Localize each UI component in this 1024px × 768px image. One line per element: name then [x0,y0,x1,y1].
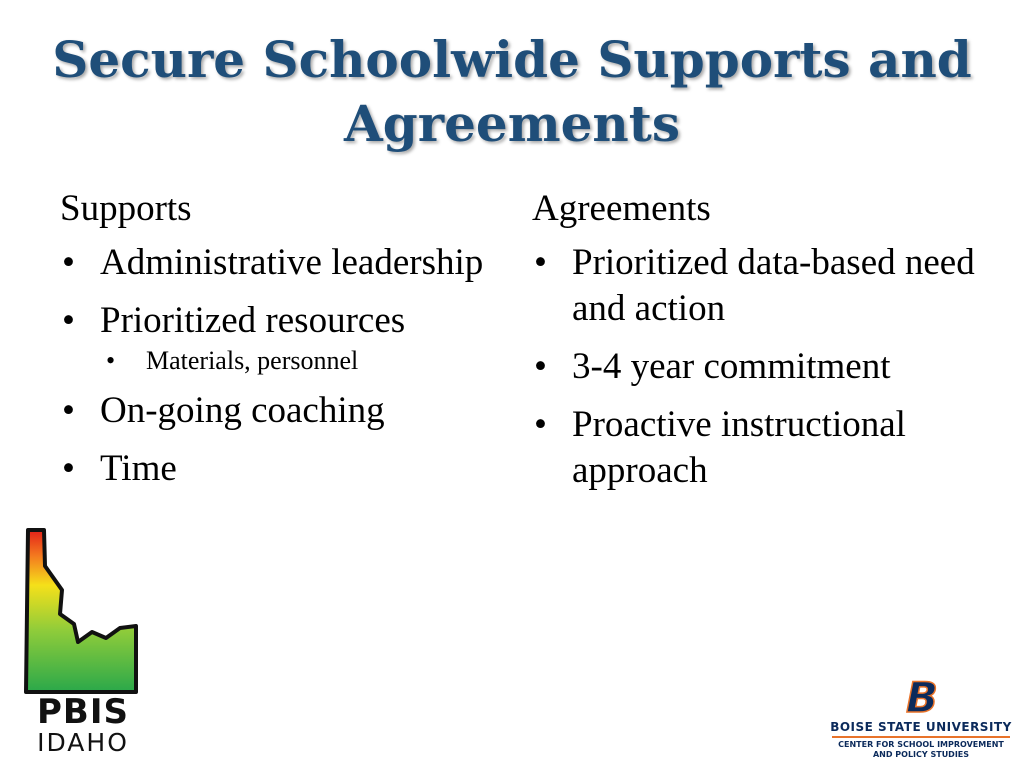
bsu-mark-letter: B [905,676,939,716]
list-item: • Prioritized data-based need and action [532,240,992,332]
sub-list [100,346,500,376]
list-item: • 3-4 year commitment [532,344,992,390]
bsu-subtitle-line2: AND POLICY STUDIES [872,750,970,759]
bsu-subtitle-line1: CENTER FOR SCHOOL IMPROVEMENT [838,740,1004,749]
idaho-state-shape [26,530,136,692]
sub-list-item: • Materials, personnel [100,346,500,376]
boise-state-logo [824,676,1018,764]
list-item: • On-going coaching [60,388,500,434]
list-item: • Proactive instructional approach [532,402,992,494]
bsu-name: BOISE STATE UNIVERSITY [830,720,1012,734]
bsu-subtitle [824,740,1018,760]
pbis-wordmark: PBIS [37,692,129,732]
boise-state-b-icon [896,676,948,716]
slide-title: Secure Schoolwide Supports and Agreements [52,30,972,153]
agreements-heading: Agreements [532,188,711,229]
idaho-wordmark: IDAHO [37,728,129,757]
list-item-text: Prioritized resources [100,300,406,341]
agreements-column [532,184,992,506]
supports-heading: Supports [60,188,192,229]
bsu-divider [832,736,1010,738]
list-item: • Administrative leadership [60,240,500,286]
supports-list [60,240,500,492]
list-item: • Time [60,446,500,492]
supports-column [60,184,500,504]
list-item [60,298,500,376]
agreements-list [532,240,992,494]
